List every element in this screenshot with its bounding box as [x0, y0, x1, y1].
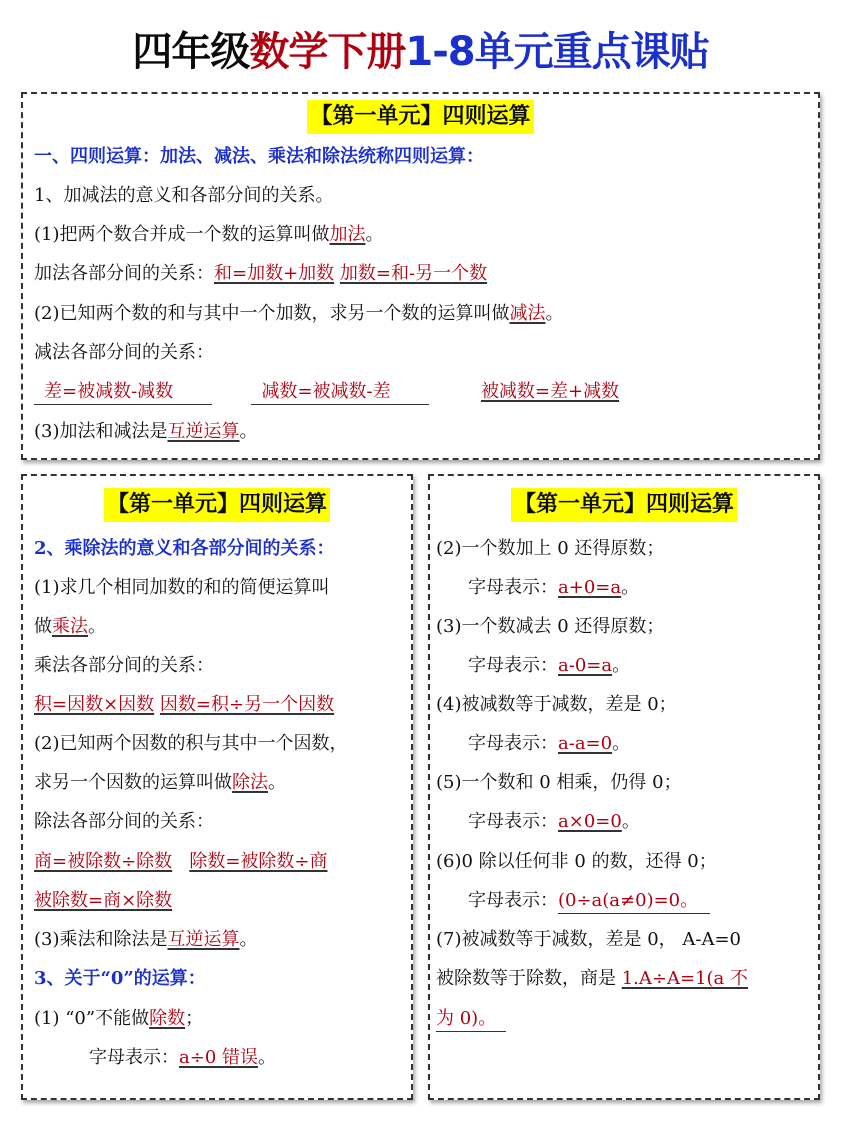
answer-blank: 除法 [232, 772, 268, 793]
answer-blank: 减数=被减数-差 [251, 380, 429, 405]
text-line [34, 888, 172, 914]
text: 字母表示： [468, 733, 558, 754]
answer-blank: a-0=a [558, 655, 613, 676]
badge-wrap [23, 488, 411, 522]
text: 。 [88, 616, 106, 637]
text: 。 [365, 224, 384, 245]
answer-blank: a÷0 错误 [179, 1047, 258, 1068]
answer-blank: a+0=a [558, 577, 622, 598]
text: 。 [621, 577, 640, 598]
unit-badge: 【第一单元】四则运算 [511, 488, 737, 522]
text-line: (2)一个数加上 0 还得原数； [436, 538, 665, 559]
answer-blank: 商=被除数÷除数 [34, 851, 173, 872]
answer-blank: 因数=积÷另一个因数 [159, 694, 335, 715]
text: (3)加法和减法是 [34, 421, 168, 442]
text: 求另一个因数的运算叫做 [34, 772, 232, 793]
text-line: 1、加减法的意义和各部分间的关系。 [34, 185, 334, 206]
text-line [34, 261, 487, 287]
text-line [468, 731, 630, 757]
text-line [34, 419, 258, 445]
text-line: 乘法各部分间的关系： [34, 655, 214, 676]
text-line: 减法各部分间的关系： [34, 342, 214, 363]
text-line [436, 1006, 506, 1032]
title-part-subject: 数学下册 [249, 29, 406, 75]
text-line [34, 692, 334, 718]
answer-blank: 和=加数+加数 [214, 263, 335, 284]
text-line: (2)已知两个因数的积与其中一个因数， [34, 733, 348, 754]
text-line [34, 927, 258, 953]
text: 。 [239, 421, 258, 442]
text-line: (7)被减数等于减数，差是 0， A-A=0 [436, 929, 742, 950]
text-line [89, 1045, 276, 1071]
answer-blank: 被除数=商×除数 [34, 890, 173, 911]
text: 加法各部分间的关系： [34, 263, 214, 284]
text: (1) “0”不能做 [34, 1008, 150, 1029]
answer-blank: 1.A÷A=1(a 不 [621, 968, 748, 989]
title-part-units: 1-8单元重点课贴 [405, 29, 709, 75]
text-line [468, 809, 640, 835]
text: 。 [268, 772, 286, 793]
answer-blank: 被减数=差+减数 [480, 381, 620, 402]
section-heading: 3、关于“0”的运算： [34, 968, 206, 989]
badge-wrap [430, 488, 818, 522]
text-line [436, 966, 748, 992]
answer-blank: 为 0)。 [436, 1007, 506, 1032]
answer-blank: 差=被减数-减数 [34, 380, 212, 405]
text: 做 [34, 616, 52, 637]
text: 。 [545, 303, 564, 324]
answer-blank: 乘法 [52, 616, 88, 637]
text-line [468, 653, 630, 679]
text: 。 [612, 655, 631, 676]
unit-badge: 【第一单元】四则运算 [307, 100, 533, 134]
card-unit1-mul-div [21, 474, 413, 1100]
text: (2)已知两个数的和与其中一个加数，求另一个数的运算叫做 [34, 303, 510, 324]
text-line: (6)0 除以任何非 0 的数，还得 0； [436, 851, 717, 872]
page-title [0, 26, 841, 78]
section-heading: 一、四则运算：加法、减法、乘法和除法统称四则运算： [34, 146, 484, 167]
text-line: (4)被减数等于减数，差是 0； [436, 694, 677, 715]
answer-blank: 互逆运算 [167, 421, 240, 442]
answer-blank: a×0=0 [558, 811, 622, 832]
text: (3)乘法和除法是 [34, 929, 168, 950]
answer-blank: 互逆运算 [167, 929, 240, 950]
answer-blank: 积=因数×因数 [34, 694, 155, 715]
answer-blank: 加数=和-另一个数 [339, 263, 488, 284]
unit-badge: 【第一单元】四则运算 [104, 488, 330, 522]
answer-blank: (0÷a(a≠0)=0。 [558, 889, 710, 914]
answer-blank: a-a=0 [558, 733, 613, 754]
text-line: (3)一个数减去 0 还得原数； [436, 616, 665, 637]
title-part-grade: 四年级 [132, 29, 250, 75]
text: 字母表示： [468, 577, 558, 598]
card-unit1-zero-rules [428, 474, 820, 1100]
answer-blank: 除数=被除数÷商 [189, 851, 328, 872]
text-line: 除法各部分间的关系： [34, 811, 214, 832]
text-line [34, 1006, 203, 1032]
section-heading: 2、乘除法的意义和各部分间的关系： [34, 538, 335, 559]
text: ； [185, 1008, 204, 1029]
text: 字母表示： [468, 890, 558, 911]
text-line [34, 614, 106, 640]
text-line: (5)一个数和 0 相乘，仍得 0； [436, 772, 682, 793]
text-line [468, 888, 710, 914]
text-line: (1)求几个相同加数的和的简便运算叫 [34, 577, 330, 598]
text-line [34, 770, 286, 796]
text-line [34, 849, 328, 875]
card-unit1-add-sub [21, 92, 820, 460]
text: 字母表示： [468, 655, 558, 676]
answer-blank: 减法 [509, 303, 546, 324]
text: 字母表示： [468, 811, 558, 832]
answer-blank: 除数 [149, 1008, 186, 1029]
text: 。 [258, 1047, 276, 1068]
text: (1)把两个数合并成一个数的运算叫做 [34, 224, 330, 245]
text-line [34, 222, 384, 248]
answer-blank: 加法 [329, 224, 366, 245]
text: 。 [621, 811, 640, 832]
text-line [468, 575, 639, 601]
text: 被除数等于除数，商是 [436, 968, 622, 989]
text: 。 [239, 929, 258, 950]
text-line [34, 301, 564, 327]
badge-wrap [23, 100, 818, 134]
text-line [34, 379, 619, 405]
text: 。 [612, 733, 631, 754]
text: 字母表示： [89, 1047, 179, 1068]
